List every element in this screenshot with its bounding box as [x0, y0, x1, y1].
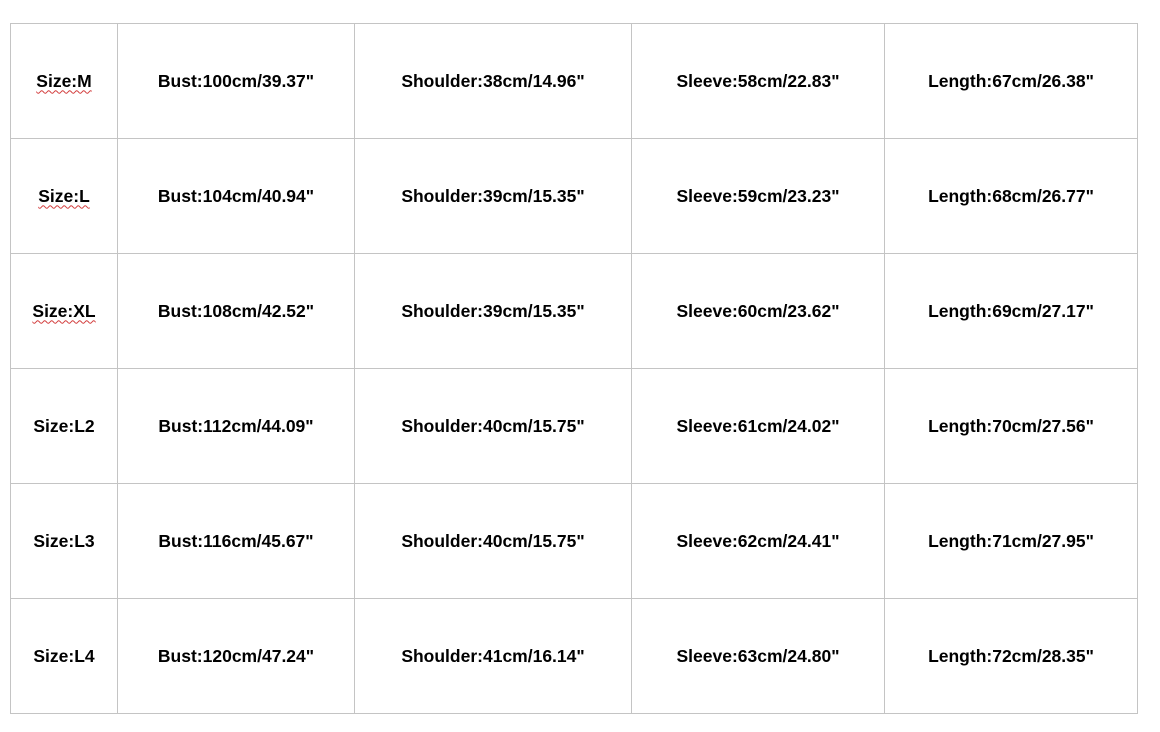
shoulder-cell: Shoulder:38cm/14.96" [355, 24, 632, 139]
table-row [11, 369, 1138, 484]
size-cell [11, 139, 118, 254]
length-cell: Length:70cm/27.56" [885, 369, 1138, 484]
length-cell: Length:68cm/26.77" [885, 139, 1138, 254]
sleeve-cell: Sleeve:60cm/23.62" [632, 254, 885, 369]
length-cell: Length:71cm/27.95" [885, 484, 1138, 599]
size-cell [11, 254, 118, 369]
table-row [11, 484, 1138, 599]
sleeve-cell: Sleeve:62cm/24.41" [632, 484, 885, 599]
shoulder-cell: Shoulder:40cm/15.75" [355, 484, 632, 599]
table-row [11, 139, 1138, 254]
size-label: Size:L [38, 185, 90, 206]
table-row [11, 599, 1138, 714]
shoulder-cell: Shoulder:41cm/16.14" [355, 599, 632, 714]
bust-cell: Bust:112cm/44.09" [118, 369, 355, 484]
sleeve-cell: Sleeve:61cm/24.02" [632, 369, 885, 484]
sleeve-cell: Sleeve:58cm/22.83" [632, 24, 885, 139]
sleeve-cell: Sleeve:63cm/24.80" [632, 599, 885, 714]
size-cell [11, 599, 118, 714]
size-label: Size:L2 [33, 415, 95, 436]
shoulder-cell: Shoulder:39cm/15.35" [355, 139, 632, 254]
shoulder-cell: Shoulder:40cm/15.75" [355, 369, 632, 484]
length-cell: Length:67cm/26.38" [885, 24, 1138, 139]
bust-cell: Bust:120cm/47.24" [118, 599, 355, 714]
size-cell [11, 24, 118, 139]
length-cell: Length:69cm/27.17" [885, 254, 1138, 369]
size-cell [11, 369, 118, 484]
sleeve-cell: Sleeve:59cm/23.23" [632, 139, 885, 254]
size-label: Size:L4 [33, 645, 95, 666]
shoulder-cell: Shoulder:39cm/15.35" [355, 254, 632, 369]
size-label: Size:L3 [33, 530, 95, 551]
size-cell [11, 484, 118, 599]
length-cell: Length:72cm/28.35" [885, 599, 1138, 714]
bust-cell: Bust:108cm/42.52" [118, 254, 355, 369]
table-row [11, 24, 1138, 139]
size-chart-table [10, 23, 1138, 714]
bust-cell: Bust:116cm/45.67" [118, 484, 355, 599]
bust-cell: Bust:104cm/40.94" [118, 139, 355, 254]
table-row [11, 254, 1138, 369]
size-label: Size:XL [32, 300, 96, 321]
bust-cell: Bust:100cm/39.37" [118, 24, 355, 139]
size-label: Size:M [36, 70, 92, 91]
